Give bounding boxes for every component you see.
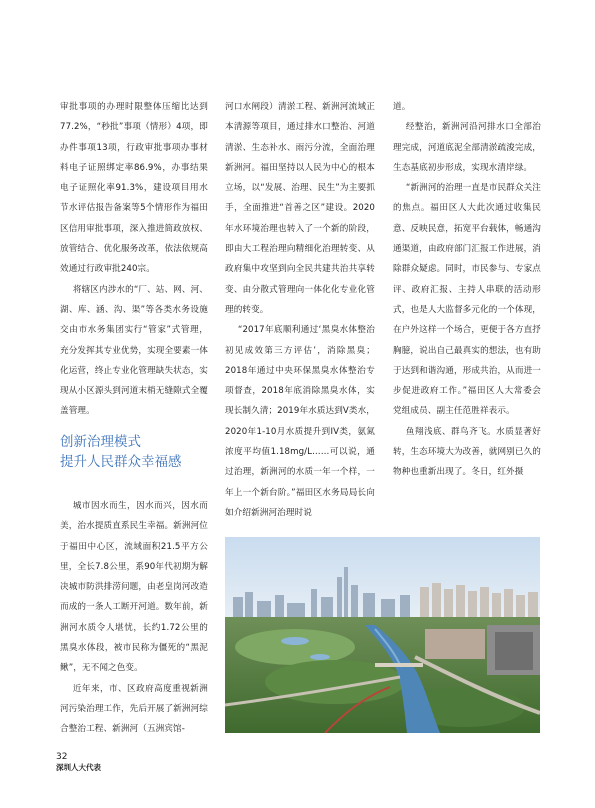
page-number: 32 <box>56 752 68 762</box>
paragraph: 经整治，新洲河沿河排水口全部治理完成，河道底泥全部清淤疏浚完成，生态基底初步形成，实现水清岸绿。 <box>393 122 541 173</box>
section-heading <box>60 432 220 472</box>
paragraph: 鱼翔浅底、群鸟齐飞。水质显著好转，生态环境大为改善，就网别已久的物种也重新出现了。冬日，红外摄 <box>393 426 541 478</box>
article-column-2 <box>225 97 375 523</box>
article-column-1-bottom <box>60 496 208 740</box>
paragraph: 道。 <box>393 102 411 112</box>
paragraph: 将辖区内涉水的“厂、站、网、河、湖、库、涵、沟、渠”等各类水务设施交由市水务集团实行“管家”式管理，充分发挥其专业优势，实现全要素一体化运营，终止专业化管理缺失状态，实现从小区源头到河道末梢无缝隙式全覆盖管理。 <box>60 284 208 417</box>
photo-illustration <box>225 537 540 733</box>
paragraph: “2017年底顺利通过‘黑臭水体整治初见成效第三方评估’，消除黑臭；2018年通过中央环保黑臭水体整治专项督查，2018年底消除黑臭水体，实现长制久清；2019年水质达到V类水，2020年1-10月水质提升到IV类，氨氮浓度平均值1.18mg/L……可以说，通过治理，新洲河的水质一年一个样，一年上一个新台阶。”福田区水务局局长向如介绍新洲河治理时说 <box>225 325 375 518</box>
paragraph: 河口水闸段）清淤工程、新洲河流域正本清源等项目，通过排水口整治、河道清淤、生态补水、雨污分流，全面治理新洲河。福田坚持以人民为中心的根本立场，以“发展、治理、民生”为主要抓手，全面推进“首善之区”建设。2020年水环境治理也转入了一个新的阶段，即由大工程治理向精细化治理转变、从政府集中攻坚到向全民共建共治共享转变、由分散式管理向一体化化专业化管理的转变。 <box>225 102 375 315</box>
paragraph: “新洲河的治理一直是市民群众关注的焦点。福田区人大此次通过收集民意、反映民意，拓宽平台载体，畅通沟通渠道，由政府部门汇报工作进展，消除群众疑虑。同时，市民参与、专家点评、政府汇报、主持人串联的活动形式，也是人大监督多元化的一个体现，在户外这样一个场合，更便于各方直抒胸臆，说出自己最真实的想法，也有助于达到和谐沟通，形成共治，从而进一步促进政府工作。”福田区人大常委会党组成员、副主任范胜祥表示。 <box>393 183 541 417</box>
magazine-brand: 深圳人大代表 <box>56 763 101 772</box>
paragraph: 城市因水而生，因水而兴，因水而美，治水提质直系民生幸福。新洲河位于福田中心区，流域面积21.5平方公里，全长7.8公里，系90年代初期为解决城市防洪排涝问题，由老皇岗河改造而成的一条人工断开河道。数年前，新洲河水质令人堪忧，长约1.72公里的黑臭水体段，被市民称为僵死的“黑泥鳅”，无不闻之色变。 <box>60 501 208 674</box>
heading-line-1: 创新治理模式 <box>60 434 141 450</box>
article-column-3 <box>393 97 541 483</box>
article-column-1-top <box>60 97 208 422</box>
paragraph: 审批事项的办理时限整体压缩比达到77.2%，“秒批”事项（情形）4项，即办件事项13项，行政审批事项办事材料电子证照绑定率86.9%，办事结果电子证照化率91.3%，建设项目用水节水评估报告备案等5个情形作为福田区信用审批事项，深入推进简政放权、放管结合、优化服务改革，依法依规高效通过行政审批240宗。 <box>60 102 208 275</box>
river-aerial-photo <box>225 537 540 733</box>
paragraph: 近年来，市、区政府高度重视新洲河污染治理工作，先后开展了新洲河综合整治工程、新洲河（五洲宾馆- <box>60 683 208 735</box>
heading-line-2: 提升人民群众幸福感 <box>60 454 182 470</box>
